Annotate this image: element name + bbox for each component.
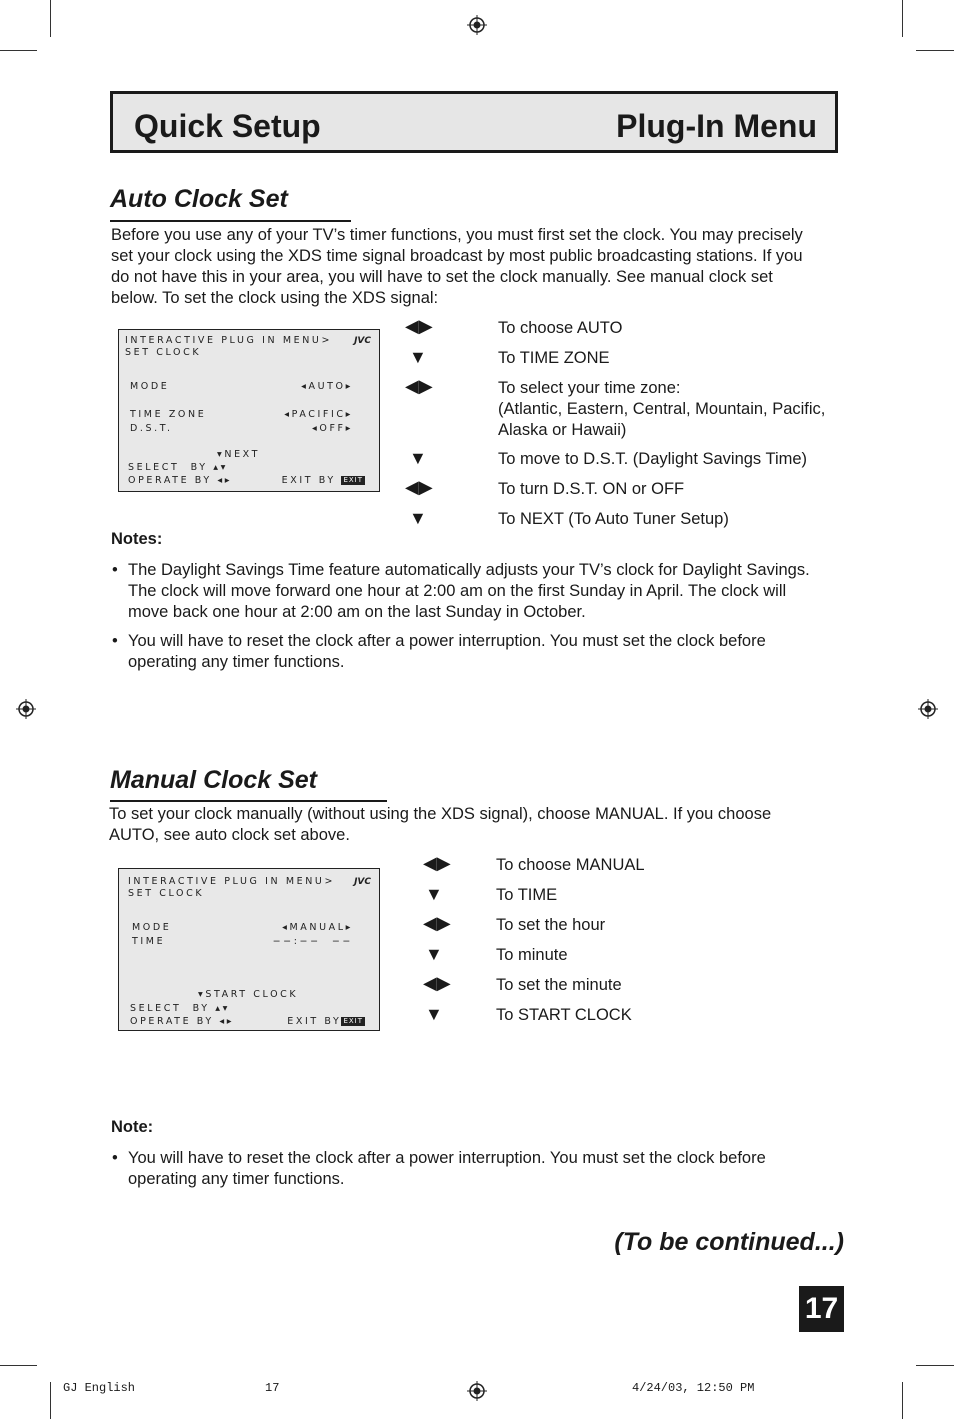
note-line: You will have to reset the clock after a power interruption. You must set the clock before: [128, 1149, 766, 1167]
arrow-down-icon: ▼: [425, 1004, 443, 1024]
auto-step: To move to D.S.T. (Daylight Savings Time): [498, 450, 808, 468]
note-line: The clock will move forward one hour at 2:00 am on the first Sunday in April. The clock will: [128, 582, 787, 600]
note-line: operating any timer functions.: [128, 653, 345, 671]
osd-brand-logo: JVC: [354, 877, 371, 887]
manual-step: To choose MANUAL: [496, 856, 645, 874]
manual-step: To TIME: [496, 886, 558, 904]
footer-center: 17: [265, 1381, 280, 1395]
heading-underline: [110, 220, 351, 222]
auto-intro: [111, 225, 871, 309]
auto-intro-line: do not have this in your area, you will have to set the clock manually. See manual clock set: [111, 268, 773, 286]
note-line: operating any timer functions.: [128, 1170, 345, 1188]
crop-mark: [902, 1382, 903, 1419]
osd-screen-manual: [118, 868, 380, 1031]
arrow-left-right-icon: ◀▶: [423, 913, 451, 933]
osd-mode-value: ◂MANUAL▸: [282, 922, 353, 933]
arrow-left-right-icon: ◀▶: [405, 376, 433, 396]
manual-step: To START CLOCK: [496, 1006, 632, 1024]
auto-intro-line: below. To set the clock using the XDS signal:: [111, 289, 439, 307]
osd-exit-text: EXIT BY: [281, 475, 336, 486]
osd-operate-hint: OPERATE BY ◂▸: [130, 1016, 235, 1027]
note-item: [128, 560, 868, 623]
auto-step: [498, 378, 825, 441]
manual-step: To minute: [496, 946, 568, 964]
osd-brand-logo: JVC: [354, 336, 371, 346]
osd-exit-text: EXIT BY: [287, 1016, 342, 1027]
page-number: 17: [804, 1292, 839, 1325]
osd-exit-key: EXIT: [343, 476, 363, 484]
arrow-left-right-icon: ◀▶: [423, 853, 451, 873]
arrow-left-right-icon: ◀▶: [423, 973, 451, 993]
auto-step: To NEXT (To Auto Tuner Setup): [498, 510, 729, 528]
page-number-badge: [799, 1286, 844, 1332]
arrow-left-right-icon: ◀▶: [405, 477, 433, 497]
osd-dst-value: ◂OFF▸: [312, 423, 353, 434]
osd-next-item: ▾NEXT: [217, 449, 261, 460]
arrow-down-icon: ▼: [409, 448, 427, 468]
osd-select-hint: SELECT BY ▴▾: [130, 1003, 230, 1014]
osd-operate-hint: OPERATE BY ◂▸: [128, 475, 233, 486]
manual-clock-set-heading: Manual Clock Set: [110, 766, 317, 794]
auto-step-line: Alaska or Hawaii): [498, 421, 627, 439]
auto-intro-line: Before you use any of your TV’s timer functions, you must first set the clock. You may precisely: [111, 226, 803, 244]
osd-time-label: TIME: [132, 936, 166, 947]
osd-menu-title: INTERACTIVE PLUG IN MENU>: [125, 335, 333, 346]
registration-mark-icon: [467, 15, 487, 35]
manual-intro-line: AUTO, see auto clock set above.: [109, 826, 350, 844]
auto-step-line: (Atlantic, Eastern, Central, Mountain, Pacific,: [498, 400, 826, 418]
bullet-icon: •: [112, 1149, 118, 1167]
header-title-left: Quick Setup: [134, 108, 321, 144]
crop-mark: [0, 1365, 37, 1366]
osd-exit-hint: [287, 1016, 365, 1027]
auto-clock-set-heading: Auto Clock Set: [110, 185, 288, 213]
osd-mode-value: ◂AUTO▸: [301, 381, 353, 392]
arrow-left-right-icon: ◀▶: [405, 316, 433, 336]
note-line: The Daylight Savings Time feature automatically adjusts your TV’s clock for Daylight Savings.: [128, 561, 810, 579]
manual-step: To set the minute: [496, 976, 622, 994]
notes-label: Notes:: [111, 530, 163, 548]
osd-timezone-value: ◂PACIFIC▸: [284, 409, 353, 420]
bullet-icon: •: [112, 632, 118, 650]
manual-step: To set the hour: [496, 916, 606, 934]
crop-mark: [916, 50, 954, 51]
auto-step: To TIME ZONE: [498, 349, 610, 367]
footer-right: 4/24/03, 12:50 PM: [632, 1381, 755, 1395]
auto-step-line: To select your time zone:: [498, 379, 681, 397]
manual-intro-line: To set your clock manually (without using the XDS signal), choose MANUAL. If you choose: [109, 805, 772, 823]
footer-left: GJ English: [63, 1381, 136, 1395]
osd-start-clock-item: ▾START CLOCK: [198, 989, 299, 1000]
registration-mark-icon: [467, 1381, 487, 1401]
osd-exit-key: EXIT: [343, 1017, 363, 1025]
heading-underline: [110, 800, 387, 802]
osd-menu-title: INTERACTIVE PLUG IN MENU>: [128, 876, 336, 887]
page-header: [110, 91, 838, 153]
osd-time-value: −−:−− −−: [272, 936, 353, 947]
crop-mark: [916, 1365, 954, 1366]
arrow-down-icon: ▼: [409, 508, 427, 528]
registration-mark-icon: [918, 699, 938, 719]
note-line: move back one hour at 2:00 am on the last Sunday in October.: [128, 603, 586, 621]
auto-intro-line: set your clock using the XDS time signal broadcast by most public broadcasting stations. If you: [111, 247, 803, 265]
osd-timezone-label: TIME ZONE: [130, 409, 207, 420]
note-item: [128, 1148, 868, 1190]
osd-mode-label: MODE: [130, 381, 170, 392]
manual-intro: [109, 804, 869, 846]
osd-dst-label: D.S.T.: [130, 423, 173, 434]
osd-select-hint: SELECT BY ▴▾: [128, 462, 228, 473]
registration-mark-icon: [16, 699, 36, 719]
crop-mark: [0, 50, 37, 51]
arrow-down-icon: ▼: [425, 884, 443, 904]
auto-step: To choose AUTO: [498, 319, 623, 337]
crop-mark: [902, 0, 903, 37]
crop-mark: [50, 0, 51, 37]
osd-screen-auto: [118, 329, 380, 492]
arrow-down-icon: ▼: [425, 944, 443, 964]
arrow-down-icon: ▼: [409, 347, 427, 367]
auto-step: To turn D.S.T. ON or OFF: [498, 480, 685, 498]
osd-submenu-title: SET CLOCK: [125, 347, 202, 358]
bullet-icon: •: [112, 561, 118, 579]
note-item: [128, 631, 868, 673]
note-label: Note:: [111, 1118, 154, 1136]
osd-submenu-title: SET CLOCK: [128, 888, 205, 899]
continued-label: (To be continued...): [614, 1228, 844, 1256]
osd-mode-label: MODE: [132, 922, 172, 933]
header-title-right: Plug-In Menu: [616, 108, 817, 144]
crop-mark: [50, 1382, 51, 1419]
note-line: You will have to reset the clock after a power interruption. You must set the clock before: [128, 632, 766, 650]
osd-exit-hint: [282, 475, 365, 486]
